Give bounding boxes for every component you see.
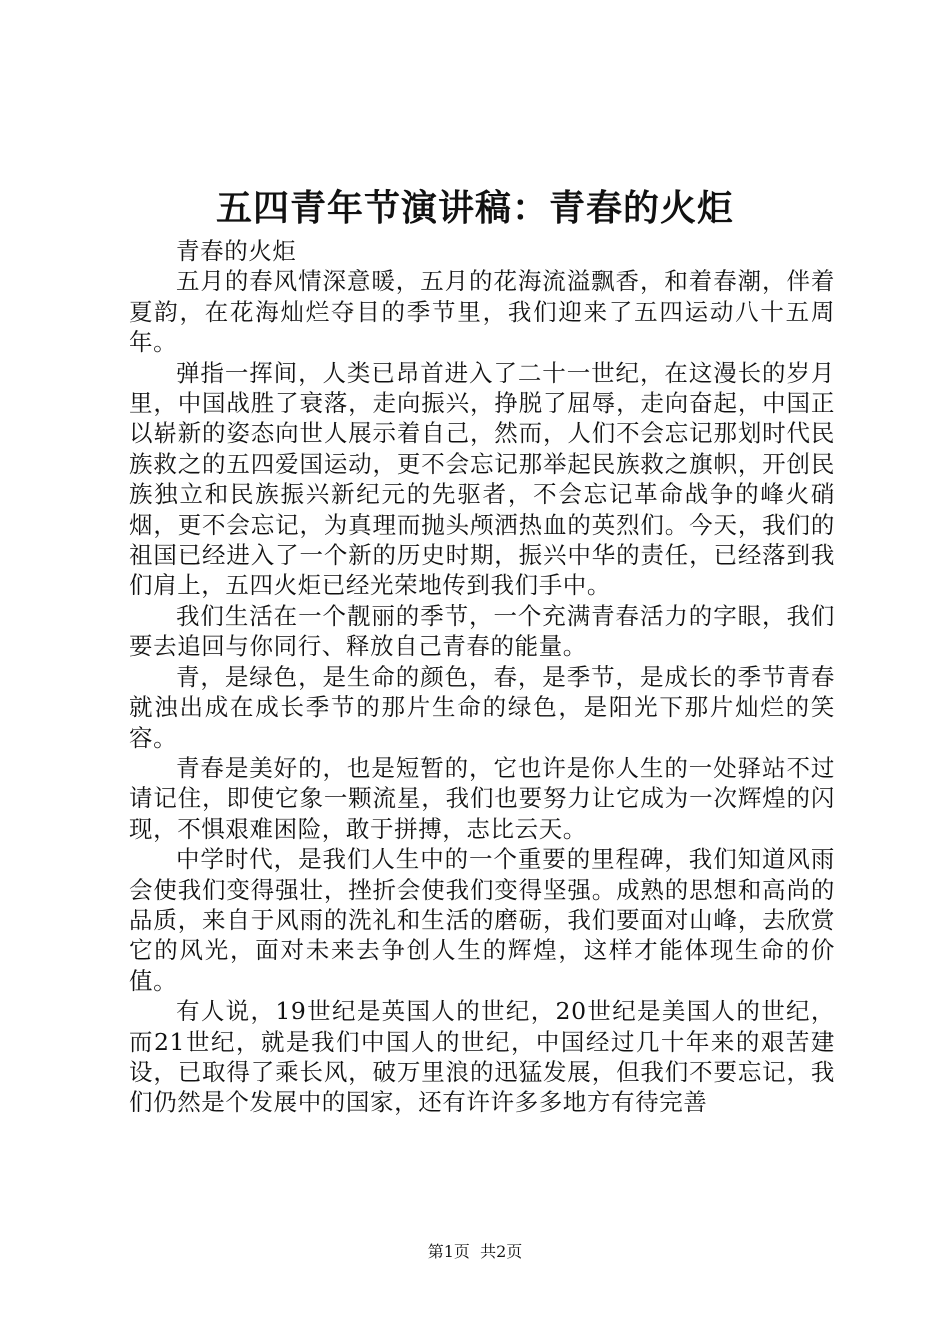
paragraph: 我们生活在一个靓丽的季节，一个充满青春活力的字眼，我们要去追回与你同行、释放自己青春的能量。	[129, 601, 835, 661]
paragraph: 五月的春风情深意暖，五月的花海流溢飘香，和着春潮，伴着夏韵，在花海灿烂夺目的季节里，我们迎来了五四运动八十五周年。	[129, 267, 835, 357]
paragraph: 青春是美好的，也是短暂的，它也许是你人生的一处驿站不过请记住，即使它象一颗流星，我们也要努力让它成为一次辉煌的闪现，不惧艰难困险，敢于拼搏，志比云天。	[129, 753, 835, 843]
paragraph: 青，是绿色，是生命的颜色，春，是季节，是成长的季节青春就浊出成在成长季节的那片生命的绿色，是阳光下那片灿烂的笑容。	[129, 662, 835, 752]
paragraph: 中学时代，是我们人生中的一个重要的里程碑，我们知道风雨会使我们变得强壮，挫折会使我们变得坚强。成熟的思想和高尚的品质，来自于风雨的洗礼和生活的磨砺，我们要面对山峰，去欣赏它的风光，面对未来去争创人生的辉煌，这样才能体现生命的价值。	[129, 845, 835, 995]
paragraph: 弹指一挥间，人类已昂首进入了二十一世纪，在这漫长的岁月里，中国战胜了衰落，走向振兴，挣脱了屈辱，走向奋起，中国正以崭新的姿态向世人展示着自己，然而，人们不会忘记那划时代民族救之的五四爱国运动，更不会忘记那举起民族救之旗帜，开创民族独立和民族振兴新纪元的先驱者，不会忘记革命战争的峰火硝烟，更不会忘记，为真理而抛头颅洒热血的英烈们。今天，我们的祖国已经进入了一个新的历史时期，振兴中华的责任，已经落到我们肩上，五四火炬已经光荣地传到我们手中。	[129, 358, 835, 600]
paragraph-subtitle: 青春的火炬	[176, 237, 297, 265]
page-number-label: 第1页 共2页	[427, 1242, 523, 1261]
document-body	[129, 236, 835, 1118]
document-title: 五四青年节演讲稿：青春的火炬	[215, 187, 734, 229]
page-footer	[0, 1242, 950, 1262]
paragraph: 有人说，19世纪是英国人的世纪，20世纪是美国人的世纪，而21世纪，就是我们中国人的世纪，中国经过几十年来的艰苦建设，已取得了乘长风，破万里浪的迅猛发展，但我们不要忘记，我们仍然是个发展中的国家，还有许许多多地方有待完善	[129, 997, 835, 1117]
